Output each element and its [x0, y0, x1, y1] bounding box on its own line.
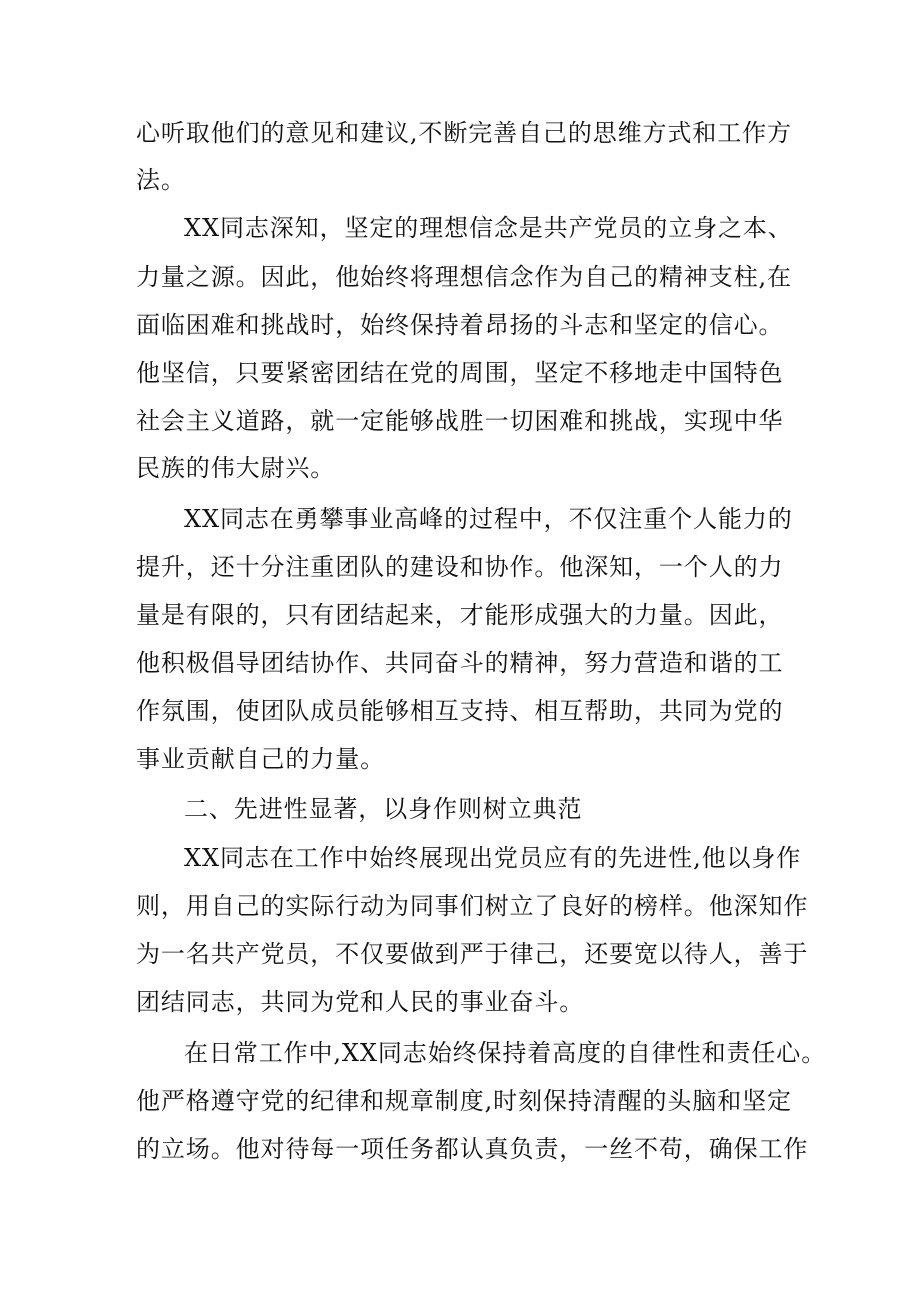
- text-line: 社会主义道路，就一定能够战胜一切困难和挑战，实现中华: [136, 407, 784, 435]
- text-line: 民族的伟大尉兴。: [136, 454, 336, 482]
- text-line: 在日常工作中,XX同志始终保持着高度的自律性和责任心。: [184, 1039, 827, 1067]
- text-line: 力量之源。因此，他始终将理想信念作为自己的精神支柱,在: [136, 263, 792, 291]
- text-line: 团结同志，共同为党和人民的事业奋斗。: [136, 988, 585, 1016]
- text-line: 则，用自己的实际行动为同事们树立了良好的榜样。他深知作: [136, 892, 809, 920]
- text-line: 他坚信，只要紧密团结在党的周围，坚定不移地走中国特色: [136, 359, 784, 387]
- text-line: 事业贡献自己的力量。: [136, 745, 385, 773]
- text-line: 他积极倡导团结协作、共同奋斗的精神，努力营造和谐的工: [136, 649, 784, 677]
- text-line: 为一名共产党员，不仅要做到严于律己，还要宽以待人，善于: [136, 940, 809, 968]
- text-line: 他严格遵守党的纪律和规章制度,时刻保持清醒的头脑和坚定: [136, 1087, 792, 1115]
- text-line: 作氛围，使团队成员能够相互支持、相互帮助，共同为党的: [136, 697, 784, 725]
- text-line: 法。: [136, 166, 186, 194]
- text-line: XX同志在勇攀事业高峰的过程中，不仅注重个人能力的: [184, 505, 793, 533]
- text-line: XX同志在工作中始终展现出党员应有的先进性,他以身作: [184, 844, 802, 872]
- text-line: 面临困难和挑战时，始终保持着昂扬的斗志和坚定的信心。: [136, 311, 784, 339]
- text-line: 的立场。他对待每一项任务都认真负责，一丝不苟，确保工作: [136, 1135, 809, 1163]
- section-heading: 二、先进性显著，以身作则树立典范: [184, 795, 583, 823]
- text-line: 提升，还十分注重团队的建设和协作。他深知，一个人的力: [136, 553, 784, 581]
- text-line: XX同志深知，坚定的理想信念是共产党员的立身之本、: [184, 214, 793, 242]
- text-line: 心听取他们的意见和建议,不断完善自己的思维方式和工作方: [136, 119, 792, 147]
- text-line: 量是有限的，只有团结起来，才能形成强大的力量。因此，: [136, 601, 784, 629]
